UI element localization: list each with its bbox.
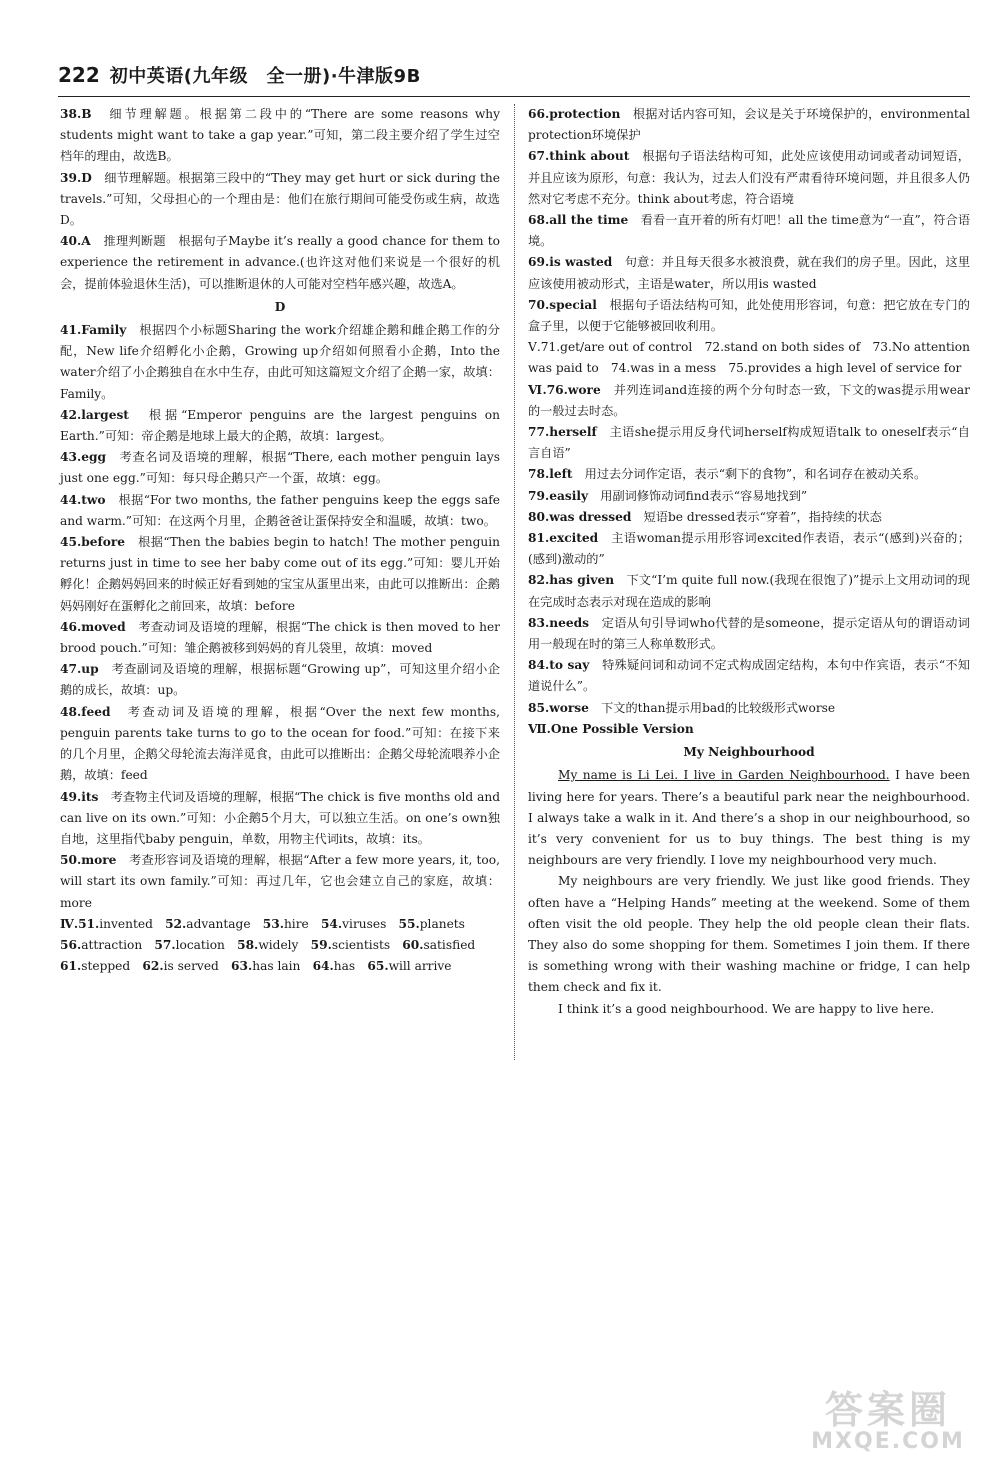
answer-explanation: 考查动词及语境的理解，根据“The chick is then moved to her brood pouch.”可知：雏企鹅被移到妈妈的育儿袋里，故填：moved <box>60 619 500 656</box>
answer-key: 78. <box>528 467 550 482</box>
answer-key: 84. <box>528 658 550 673</box>
answer-key: 80. <box>528 509 550 524</box>
answers-66-70 <box>528 104 970 337</box>
answer-explanation: 根据“Emperor penguins are the largest penguins on Earth.”可知：帝企鹅是地球上最大的企鹅，故填：largest。 <box>60 407 500 444</box>
answer-key: 61. <box>60 959 82 974</box>
answer-item <box>528 507 970 528</box>
answer-key: 69. <box>528 255 550 270</box>
answer-item <box>528 528 970 570</box>
answer-key: Ⅵ.76. <box>528 382 568 397</box>
answer-item <box>60 659 500 701</box>
answer-key: 38. <box>60 107 82 121</box>
answer-value: before <box>81 535 126 550</box>
answer-value: excited <box>549 531 599 546</box>
right-column <box>528 104 970 1020</box>
answer-key: 60. <box>402 937 424 952</box>
answer-key: 43. <box>60 450 82 465</box>
answer-value: is served <box>163 959 219 974</box>
answer-value: egg <box>81 450 107 465</box>
answer-value: satisfied <box>423 937 476 952</box>
answer-item <box>60 850 500 914</box>
answer-item <box>60 702 500 787</box>
section-vii-heading: Ⅶ.One Possible Version <box>528 721 694 736</box>
answer-value: more <box>81 853 117 868</box>
answer-key: 40. <box>60 234 82 249</box>
answer-key: 83. <box>528 615 550 630</box>
section-v-answers: Ⅴ.71.get/are out of control 72.stand on both sides of 73.No attention was paid to 74.was in a mess 75.provides a high level of service for <box>528 340 970 376</box>
answer-key: 82. <box>528 573 550 588</box>
answer-item <box>528 613 970 655</box>
answer-value: attraction <box>81 937 143 952</box>
answer-item <box>528 486 970 507</box>
answer-value: its <box>81 789 99 804</box>
answer-key: 53. <box>262 916 284 931</box>
answer-value: wore <box>567 382 601 397</box>
answer-key: Ⅳ.51. <box>60 916 100 931</box>
answer-explanation: 考查形容词及语境的理解，根据“After a few more years, it, too, will start its own family.”可知：再过几年，它也会建立自己的家庭，故填：more <box>60 853 500 910</box>
answer-item <box>528 252 970 294</box>
answer-item <box>60 104 500 168</box>
watermark-url: MXQE.COM <box>811 1429 965 1454</box>
answer-value: think about <box>549 149 630 164</box>
answer-key: 44. <box>60 492 82 507</box>
answer-item <box>60 447 500 489</box>
answer-key: 67. <box>528 149 550 164</box>
essay-title: My Neighbourhood <box>683 745 815 760</box>
answer-value: two <box>81 492 106 507</box>
answer-explanation: 根据句子语法结构可知，此处应该使用动词或者动词短语，并且应该为原形，句意：我认为，过去人们没有严肃看待环境问题，并且很多人仍然对它考虑不充分。think about考虑，符合语境 <box>528 149 970 206</box>
answer-value: has lain <box>252 959 301 974</box>
answer-key: 48. <box>60 704 82 719</box>
answer-value: B <box>81 107 92 121</box>
answer-key: 47. <box>60 662 82 677</box>
answer-item <box>528 104 970 146</box>
answer-value: Family <box>81 323 127 338</box>
section-iv-row <box>60 914 500 935</box>
answer-key: 46. <box>60 619 82 634</box>
answer-value: was dressed <box>549 509 632 524</box>
answer-value: easily <box>549 488 589 503</box>
book-title: 初中英语(九年级 全一册)·牛津版9B <box>109 66 421 87</box>
answer-value: viruses <box>342 916 387 931</box>
answer-value: special <box>549 297 597 312</box>
page-header <box>58 62 421 96</box>
answer-key: 65. <box>367 959 389 974</box>
answer-explanation: 考查物主代词及语境的理解，根据“The chick is five months old and can live on its own.”可知：小企鹅5个月大，可以独立生活。on one’s own独自地，这里指代baby penguin，单数，用物主代词its，故填：its。 <box>60 789 500 846</box>
answer-value: invented <box>99 916 153 931</box>
answer-value: D <box>81 170 92 185</box>
answer-item <box>528 698 970 719</box>
answer-value: all the time <box>549 213 629 228</box>
answer-explanation: 根据四个小标题Sharing the work介绍雄企鹅和雌企鹅工作的分配，New life介绍孵化小企鹅，Growing up介绍如何照看小企鹅，Into the water介绍了小企鹅独自在水中生存，由此可知这篇短文介绍了企鹅一家，故填：Family。 <box>60 323 500 401</box>
answer-item <box>60 231 500 295</box>
answer-item <box>60 490 500 532</box>
answer-item <box>60 532 500 617</box>
answer-value: feed <box>81 704 111 719</box>
answer-explanation: 用副词修饰动词find表示“容易地找到” <box>588 488 808 503</box>
answer-value: advantage <box>186 916 251 931</box>
answer-item <box>60 405 500 447</box>
answer-key: 59. <box>310 937 332 952</box>
answer-value: up <box>81 662 99 677</box>
answer-explanation: 推理判断题 根据句子Maybe it’s really a good chance for them to experience the retirement in advance.(也许这对他们来说是一个很好的机会，提前体验退休生活)，可以推断退休的人可能对空档年感兴趣，故选A。 <box>60 234 500 291</box>
answers-38-40 <box>60 104 500 295</box>
answer-explanation: 考查名词及语境的理解，根据“There, each mother penguin lays just one egg.”可知：每只母企鹅只产一个蛋，故填：egg。 <box>60 450 500 486</box>
answer-value: largest <box>81 407 129 422</box>
answer-value: protection <box>549 107 621 121</box>
answer-key: 57. <box>154 937 176 952</box>
answer-explanation: 考查动词及语境的理解，根据“Over the next few months, penguin parents take turns to go to the ocean for food.”可知：在接下来的几个月里，企鹅父母轮流去海洋觅食，由此可以推断出：企鹅父母轮流喂养小企鹅，故填：feed <box>60 704 500 783</box>
section-d-heading: D <box>274 299 286 314</box>
answer-item <box>60 787 500 851</box>
site-watermark <box>808 1390 968 1454</box>
answer-value: A <box>81 234 91 249</box>
essay-paragraph-2: My neighbours are very friendly. We just like good friends. They often have a “Helping Hands” meeting at the weekend. Some of them often visit the old people. They help the old people clean their flats. They also do some shopping for them. Sometimes I join them. If there is something wrong with their washing machine or fridge, I can help them check and fix it. <box>528 874 970 995</box>
section-iv-row <box>60 935 500 956</box>
answer-key: 49. <box>60 789 82 804</box>
answer-key: 63. <box>231 959 253 974</box>
page-number: 222 <box>58 63 100 87</box>
section-iv-answers <box>60 914 500 978</box>
answer-key: 81. <box>528 531 550 546</box>
answer-value: hire <box>283 916 309 931</box>
column-divider <box>514 104 515 1060</box>
answer-item <box>60 168 500 232</box>
essay-underlined-sentence: My name is Li Lei. I live in Garden Neighbourhood. <box>558 768 890 783</box>
answer-item <box>528 570 970 612</box>
answer-value: left <box>549 467 573 482</box>
answer-value: moved <box>81 619 126 634</box>
answer-key: 85. <box>528 700 550 715</box>
answer-explanation: 下文的than提示用bad的比较级形式worse <box>588 700 836 715</box>
answer-value: has given <box>549 573 615 588</box>
answer-value: will arrive <box>388 959 452 974</box>
answer-key: 41. <box>60 323 82 338</box>
answer-item <box>528 464 970 485</box>
answer-key: 79. <box>528 488 550 503</box>
answer-key: 55. <box>398 916 420 931</box>
essay-paragraph-3: I think it’s a good neighbourhood. We are happy to live here. <box>558 1001 935 1016</box>
answers-41-50 <box>60 320 500 914</box>
section-iv-row <box>60 956 500 977</box>
answer-key: 42. <box>60 407 82 422</box>
answer-value: stepped <box>81 959 131 974</box>
answer-explanation: 句意：并且每天很多水被浪费，就在我们的房子里。因此，这里应该使用被动形式，主语是water，所以用is wasted <box>528 255 971 291</box>
essay-paragraph-1 <box>528 765 970 871</box>
answer-explanation: 根据句子语法结构可知，此处使用形容词，句意：把它放在专门的盒子里，以便于它能够被回收利用。 <box>528 297 970 334</box>
answer-explanation: 并列连词and连接的两个分句时态一致，下文的was提示用wear的一般过去时态。 <box>528 382 970 418</box>
answer-item <box>528 655 970 697</box>
answer-explanation: 下文“I’m quite full now.(我现在很饱了)”提示上文用动词的现在完成时态表示对现在造成的影响 <box>528 573 970 609</box>
essay-paragraph-1-rest: I have been living here for years. There’s a beautiful park near the neighbourhood. I always take a walk in it. And there’s a shop in our neighbourhood, so it’s very convenient for us to buy things. The best thing is my neighbours are very friendly. I love my neighbourhood very much. <box>528 768 970 868</box>
answer-key: 77. <box>528 425 550 440</box>
answer-value: is wasted <box>549 255 613 270</box>
answer-value: worse <box>549 700 589 715</box>
answer-explanation: 看看一直开着的所有灯吧！all the time意为“一直”，符合语境。 <box>528 213 971 249</box>
answer-item <box>60 617 500 659</box>
answer-explanation: 考查副词及语境的理解，根据标题“Growing up”，可知这里介绍小企鹅的成长，故填：up。 <box>60 662 500 698</box>
answer-key: 66. <box>528 107 550 121</box>
answer-value: needs <box>549 615 589 630</box>
answer-key: 70. <box>528 297 550 312</box>
header-rule <box>58 96 970 97</box>
answer-key: 68. <box>528 213 550 228</box>
watermark-logo-text: 答案圈 <box>824 1388 951 1432</box>
answer-explanation: 定语从句引导词who代替的是someone，提示定语从句的谓语动词用一般现在时的第三人称单数形式。 <box>528 615 970 652</box>
answer-value: herself <box>549 425 597 440</box>
answer-explanation: 特殊疑问词和动词不定式构成固定结构，本句中作宾语，表示“不知道说什么”。 <box>528 658 971 694</box>
answer-value: has <box>333 959 356 974</box>
answer-explanation: 根据“Then the babies begin to hatch! The mother penguin returns just in time to see her baby come out of its egg.”可知：婴儿开始孵化！企鹅妈妈回来的时候正好看到她的宝宝从蛋里出来，由此可以推断出：企鹅妈妈刚好在蛋孵化之前回来，故填：before <box>60 535 500 613</box>
answer-key: 58. <box>237 937 259 952</box>
answer-explanation: 根据对话内容可知，会议是关于环境保护的，environmental protection环境保护 <box>528 107 970 143</box>
answer-key: 56. <box>60 937 82 952</box>
answer-key: 62. <box>142 959 164 974</box>
answer-key: 39. <box>60 170 82 185</box>
answer-item <box>528 422 970 464</box>
answer-explanation: 用过去分词作定语，表示“剩下的食物”，和名词存在被动关系。 <box>572 467 927 482</box>
answer-key: 64. <box>312 959 334 974</box>
left-column <box>60 104 500 977</box>
answer-item <box>528 210 970 252</box>
answer-key: 45. <box>60 535 82 550</box>
answer-item <box>60 320 500 405</box>
answer-explanation: 主语she提示用反身代词herself构成短语talk to oneself表示“自言自语” <box>528 425 970 461</box>
answer-value: widely <box>258 937 299 952</box>
answers-76-85 <box>528 380 970 719</box>
answer-explanation: 短语be dressed表示“穿着”，指持续的状态 <box>631 509 882 524</box>
answer-key: 54. <box>320 916 343 931</box>
answer-explanation: 主语woman提示用形容词excited作表语，表示“(感到)兴奋的；(感到)激动的” <box>528 531 970 567</box>
answer-explanation: 细节理解题。根据第三段中的“They may get hurt or sick during the travels.”可知，父母担心的一个理由是：他们在旅行期间可能受伤或生病，故选D。 <box>60 170 500 228</box>
answer-value: to say <box>549 658 590 673</box>
answer-explanation: 细节理解题。根据第二段中的“There are some reasons why students might want to take a gap year.”可知，第二段主要介绍了学生过空档年的理由，故选B。 <box>60 107 500 164</box>
answer-value: planets <box>419 916 465 931</box>
answer-item <box>528 295 970 337</box>
answer-value: scientists <box>331 937 391 952</box>
answer-key: 50. <box>60 853 82 868</box>
answer-value: location <box>175 937 225 952</box>
answer-item <box>528 380 970 422</box>
answer-item <box>528 146 970 210</box>
answer-key: 52. <box>165 916 187 931</box>
answer-explanation: 根据“For two months, the father penguins keep the eggs safe and warm.”可知：在这两个月里，企鹅爸爸让蛋保持安全和温暖，故填：two。 <box>60 492 500 528</box>
